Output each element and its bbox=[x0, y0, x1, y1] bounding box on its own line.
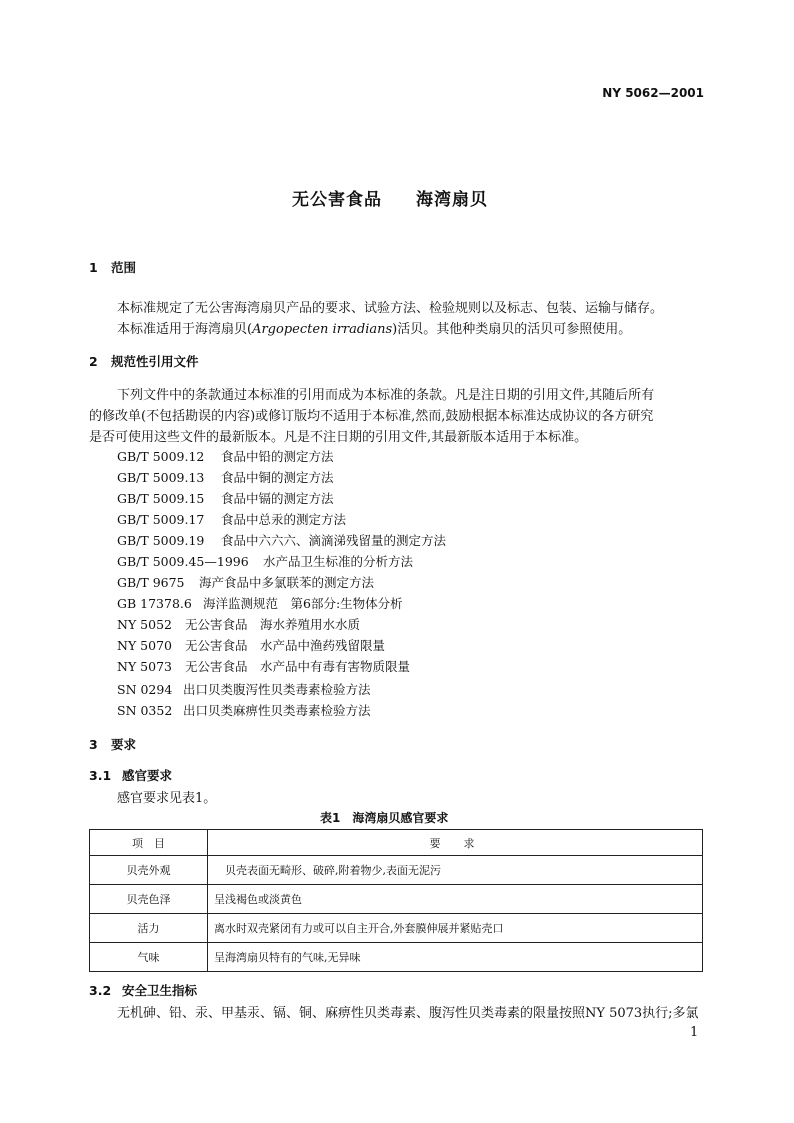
table-row bbox=[90, 914, 703, 943]
table-cell-requirement: 呈海湾扇贝特有的气味,无异味 bbox=[208, 943, 703, 972]
table-cell-requirement: 呈浅褐色或淡黄色 bbox=[208, 885, 703, 914]
table-row bbox=[90, 943, 703, 972]
reference-item: NY 5073 无公害食品 水产品中有毒有害物质限量 bbox=[117, 659, 411, 674]
section-1-para-2: 本标准适用于海湾扇贝(Argopecten irradians)活贝。其他种类扇贝的活贝可参照使用。 bbox=[117, 322, 632, 337]
table-row bbox=[90, 856, 703, 885]
section-3-1-heading: 3.1 感官要求 bbox=[89, 768, 173, 783]
table-header-cell: 项 目 bbox=[90, 830, 208, 856]
section-3-heading: 3 要求 bbox=[89, 737, 137, 752]
table-cell-requirement: 贝壳表面无畸形、破碎,附着物少,表面无泥污 bbox=[208, 856, 703, 885]
section-1-para-1: 本标准规定了无公害海湾扇贝产品的要求、试验方法、检验规则以及标志、包装、运输与储存。 bbox=[117, 301, 664, 316]
latin-species-name: Argopecten irradians bbox=[252, 322, 393, 337]
table-cell-item: 贝壳色泽 bbox=[90, 885, 208, 914]
reference-item: GB/T 5009.45—1996 水产品卫生标准的分析方法 bbox=[117, 554, 414, 569]
title-left: 无公害食品 bbox=[292, 190, 382, 210]
section-2-heading: 2 规范性引用文件 bbox=[89, 354, 199, 369]
table-row bbox=[90, 885, 703, 914]
table-cell-requirement: 离水时双壳紧闭有力或可以自主开合,外套膜伸展并紧贴壳口 bbox=[208, 914, 703, 943]
reference-item: SN 0294 出口贝类腹泻性贝类毒素检验方法 bbox=[117, 682, 371, 697]
reference-item: GB/T 5009.15 食品中镉的测定方法 bbox=[117, 491, 334, 506]
section-2-para-line-1: 下列文件中的条款通过本标准的引用而成为本标准的条款。凡是注日期的引用文件,其随后所有 bbox=[117, 388, 655, 403]
section-2-para-line-2: 的修改单(不包括勘误的内容)或修订版均不适用于本标准,然而,鼓励根据本标准达成协议的各方研究 bbox=[89, 409, 654, 424]
reference-item: GB/T 5009.17 食品中总汞的测定方法 bbox=[117, 512, 347, 527]
reference-item: GB/T 5009.12 食品中铅的测定方法 bbox=[117, 449, 334, 464]
standard-number: NY 5062—2001 bbox=[602, 86, 704, 100]
reference-item: SN 0352 出口贝类麻痹性贝类毒素检验方法 bbox=[117, 703, 371, 718]
table-cell-item: 贝壳外观 bbox=[90, 856, 208, 885]
section-1-heading: 1 范围 bbox=[89, 260, 137, 275]
section-3-1-text: 感官要求见表1。 bbox=[117, 791, 217, 806]
table-header-row bbox=[90, 830, 703, 856]
page-number: 1 bbox=[690, 1025, 699, 1040]
table-header-cell: 要 求 bbox=[208, 830, 703, 856]
title-right: 海湾扇贝 bbox=[416, 190, 488, 210]
table-caption: 表1 海湾扇贝感官要求 bbox=[320, 811, 449, 825]
reference-item: NY 5052 无公害食品 海水养殖用水水质 bbox=[117, 617, 361, 632]
reference-item: GB/T 5009.19 食品中六六六、滴滴涕残留量的测定方法 bbox=[117, 533, 447, 548]
table-cell-item: 活力 bbox=[90, 914, 208, 943]
reference-item: GB/T 5009.13 食品中铜的测定方法 bbox=[117, 470, 334, 485]
document-title bbox=[292, 185, 488, 210]
section-3-2-heading: 3.2 安全卫生指标 bbox=[89, 983, 198, 998]
section-2-para-line-3: 是否可使用这些文件的最新版本。凡是不注日期的引用文件,其最新版本适用于本标准。 bbox=[89, 430, 588, 445]
reference-item: NY 5070 无公害食品 水产品中渔药残留限量 bbox=[117, 638, 386, 653]
table-cell-item: 气味 bbox=[90, 943, 208, 972]
sensory-requirements-table bbox=[89, 829, 703, 972]
reference-item: GB 17378.6 海洋监测规范 第6部分:生物体分析 bbox=[117, 596, 403, 611]
section-3-2-text: 无机砷、铅、汞、甲基汞、镉、铜、麻痹性贝类毒素、腹泻性贝类毒素的限量按照NY 5073执行;多氯 bbox=[117, 1006, 699, 1021]
reference-item: GB/T 9675 海产食品中多氯联苯的测定方法 bbox=[117, 575, 375, 590]
